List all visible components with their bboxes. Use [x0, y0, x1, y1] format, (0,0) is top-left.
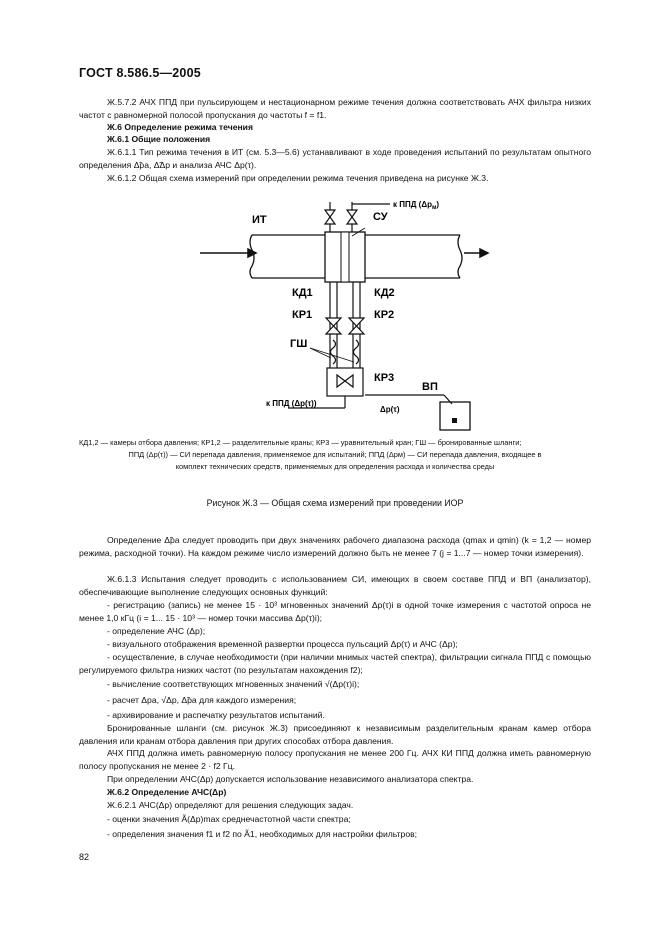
- pipe: [250, 235, 462, 278]
- vp-analyzer-box: [440, 402, 470, 430]
- section-heading-61: Ж.6.1 Общие положения: [107, 134, 211, 144]
- separation-valves: [326, 318, 364, 334]
- label-ppd-bottom: к ППД (Δp(τ)): [266, 399, 317, 408]
- section-heading-6: Ж.6 Определение режима течения: [107, 122, 253, 132]
- flow-arrow-out: [464, 249, 488, 257]
- paragraph-572: Ж.5.7.2 АЧХ ППД при пульсирующем и нестационарном режиме течения должна соответствовать АЧХ фильтра низких частот с равномерной полосой пропускания до частоты f = f1.: [79, 97, 591, 120]
- list-item-estimate: - оценки значения Ã(Δp)max среднечастотной части спектра;: [107, 814, 351, 824]
- armored-hoses: [331, 340, 359, 364]
- label-dp-signal: Δp(τ): [380, 405, 400, 414]
- paragraph-ach-analyzer: При определении АЧС(Δp) допускается использование независимого анализатора спектра.: [107, 774, 474, 784]
- document-header: ГОСТ 8.586.5—2005: [79, 66, 201, 80]
- label-gsh: ГШ: [290, 338, 308, 350]
- paragraph-hoses: Бронированные шланги (см. рисунок Ж.3) присоединяют к независимым разделительным кранам камер отбора давления или кранам отбора давления при других способах отбора давления.: [79, 723, 591, 746]
- paragraph-611: Ж.6.1.1 Тип режима течения в ИТ (см. 5.3—5.6) устанавливают в ходе проведения испытаний по результатам опытного определения Δ̃pa, Δ̃Δp и анализа АЧС Δp(τ).: [79, 147, 591, 170]
- page-number: 82: [79, 852, 90, 862]
- label-su: СУ: [373, 211, 388, 223]
- list-item-registration: - регистрацию (запись) не менее 15 · 10³ мгновенных значений Δp(τ)i в одной точке измерения с частотой опроса не менее 1,0 кГц (i = 1... 15 · 10³ — номер точки массива Δp(τ)i);: [79, 600, 591, 623]
- list-item-f1f2: - определения значения f1 и f2 по Ã1, необходимых для настройки фильтров;: [107, 829, 418, 839]
- section-heading-62: Ж.6.2 Определение АЧС(Δp): [107, 787, 227, 797]
- legend-line-3: комплект технических средств, применяемых для определения расхода и количества среды: [175, 462, 495, 471]
- list-item-sqrt-values: - вычисление соответствующих мгновенных значений √(Δp(τ)i);: [107, 679, 360, 689]
- list-item-filtering: - осуществление, в случае необходимости (при наличии мнимых частей спектра), фильтрации сигнала ППД с помощью регулируемого фильтра низких частот (по результатам нахождения f2);: [79, 652, 591, 675]
- legend-line-2: ППД (Δp(τ)) — СИ перепада давления, применяемое для испытаний; ППД (Δpм) — СИ перепада давления, входящее в: [128, 450, 542, 459]
- equalizing-valve: [337, 375, 353, 387]
- equalizer-box: [327, 368, 363, 396]
- paragraph-definition: Определение Δ̃pa следует проводить при двух значениях рабочего диапазона расхода (qmax и qmin) (k = 1,2 — номер режима, расходной точки). На каждом режиме число измерений должно быть не менее 7 (j = 1...7 — номер точки измерения).: [79, 535, 591, 558]
- paragraph-612: Ж.6.1.2 Общая схема измерений при определении режима течения приведена на рисунке Ж.3.: [107, 173, 489, 183]
- list-item-archiving: - архивирование и распечатку результатов испытаний.: [107, 710, 325, 720]
- label-it: ИТ: [252, 214, 267, 226]
- flow-arrow-in: [200, 249, 256, 257]
- figure-caption: Рисунок Ж.3 — Общая схема измерений при проведении ИОР: [206, 498, 464, 508]
- label-kr2: КР2: [374, 309, 395, 321]
- label-kr3: КР3: [374, 372, 395, 384]
- list-item-calculation: - расчет Δpa, √Δp, Δ̃pa для каждого измерения;: [107, 695, 297, 705]
- label-vp: ВП: [422, 381, 438, 393]
- gsh-pointers: [310, 348, 354, 362]
- paragraph-621: Ж.6.2.1 АЧС(Δp) определяют для решения следующих задач.: [107, 800, 354, 810]
- label-ppd-top: к ППД $(\Delta p_м)$: [393, 200, 440, 211]
- label-kd2: КД2: [374, 287, 395, 299]
- label-kd1: КД1: [292, 287, 313, 299]
- list-item-ach-definition: - определение АЧС (Δp);: [107, 626, 206, 636]
- measurement-scheme-diagram: [190, 190, 490, 435]
- orifice-su: [341, 232, 349, 282]
- paragraph-613: Ж.6.1.3 Испытания следует проводить с использованием СИ, имеющих в своем составе ППД и ВП (анализатор), обеспечивающие выполнение следующих основных функций:: [79, 574, 591, 597]
- list-item-visualization: - визуального отображения временной развертки процесса пульсаций Δp(τ) и АЧС (Δp);: [107, 639, 458, 649]
- label-kr1: КР1: [292, 309, 313, 321]
- legend-line-1: КД1,2 — камеры отбора давления; КР1,2 — разделительные краны; КР3 — уравнительный кран; ГШ — бронированные шланги;: [79, 438, 522, 447]
- paragraph-achx: АЧХ ППД должна иметь равномерную полосу пропускания не менее 200 Гц. АЧХ КИ ППД должна иметь равномерную полосу пропускания не менее 2 · f2 Гц.: [79, 748, 591, 771]
